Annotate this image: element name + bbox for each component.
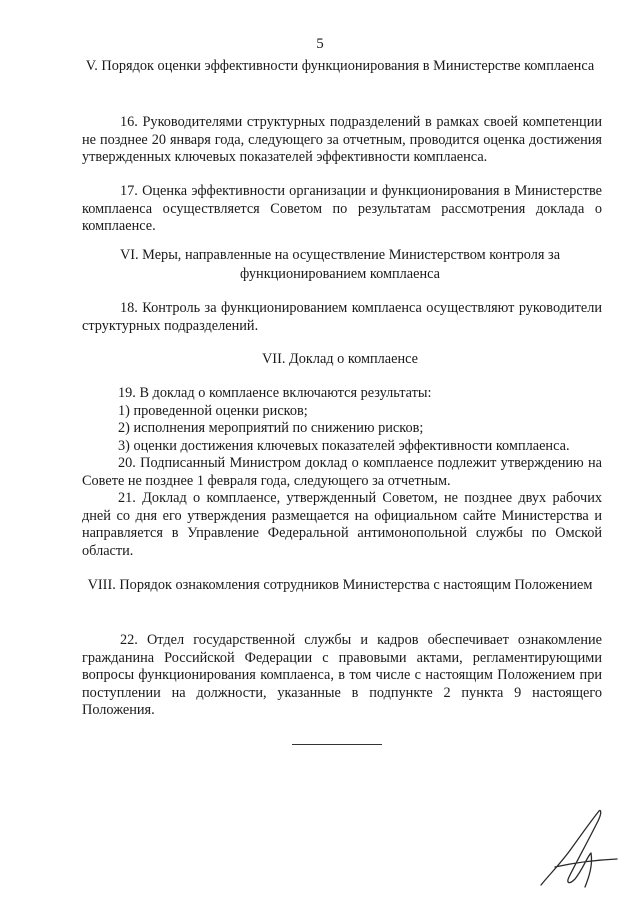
list-item-2: 2) исполнения мероприятий по снижению рисков;: [118, 420, 424, 436]
paragraph-16: 16. Руководителями структурных подразделений в рамках своей компетенции не позднее 20 января года, следующего за отчетным, проводится оценка достижения утвержденных ключевых показателей эффективности комплаенса.: [82, 114, 602, 165]
section-7-heading: VII. Доклад о комплаенсе: [261, 351, 419, 367]
handwritten-signature: [535, 805, 620, 895]
page-number: 5: [316, 36, 324, 52]
paragraph-19: 19. В доклад о комплаенсе включаются результаты:: [118, 385, 432, 401]
section-5-heading: V. Порядок оценки эффективности функционирования в Министерстве комплаенса: [85, 58, 595, 74]
paragraph-20: 20. Подписанный Министром доклад о комплаенсе подлежит утверждению на Совете не позднее 1 февраля года, следующего за отчетным.: [82, 455, 602, 489]
paragraph-21: 21. Доклад о комплаенсе, утвержденный Советом, не позднее двух рабочих дней со дня его утверждения размещается на официальном сайте Министерства и направляется в Управление Федеральной антимонопольной службы по Омской области.: [82, 490, 602, 559]
list-item-1: 1) проведенной оценки рисков;: [118, 403, 308, 419]
list-item-3: 3) оценки достижения ключевых показателей эффективности комплаенса.: [118, 438, 570, 454]
end-divider: [292, 744, 382, 745]
section-6-heading: VI. Меры, направленные на осуществление Министерством контроля за функционированием комплаенса: [119, 247, 561, 282]
paragraph-17: 17. Оценка эффективности организации и функционирования в Министерстве комплаенса осуществляется Советом по результатам рассмотрения доклада о комплаенсе.: [82, 183, 602, 234]
paragraph-18: 18. Контроль за функционированием комплаенса осуществляют руководители структурных подразделений.: [82, 300, 602, 334]
section-8-heading: VIII. Порядок ознакомления сотрудников Министерства с настоящим Положением: [87, 577, 593, 593]
paragraph-22: 22. Отдел государственной службы и кадров обеспечивает ознакомление гражданина Российской Федерации с правовыми актами, регламентирующими вопросы функционирования комплаенса, в том числе с настоящим Положением при поступлении на должности, указанные в подпункте 2 пункта 9 настоящего Положения.: [82, 632, 602, 718]
